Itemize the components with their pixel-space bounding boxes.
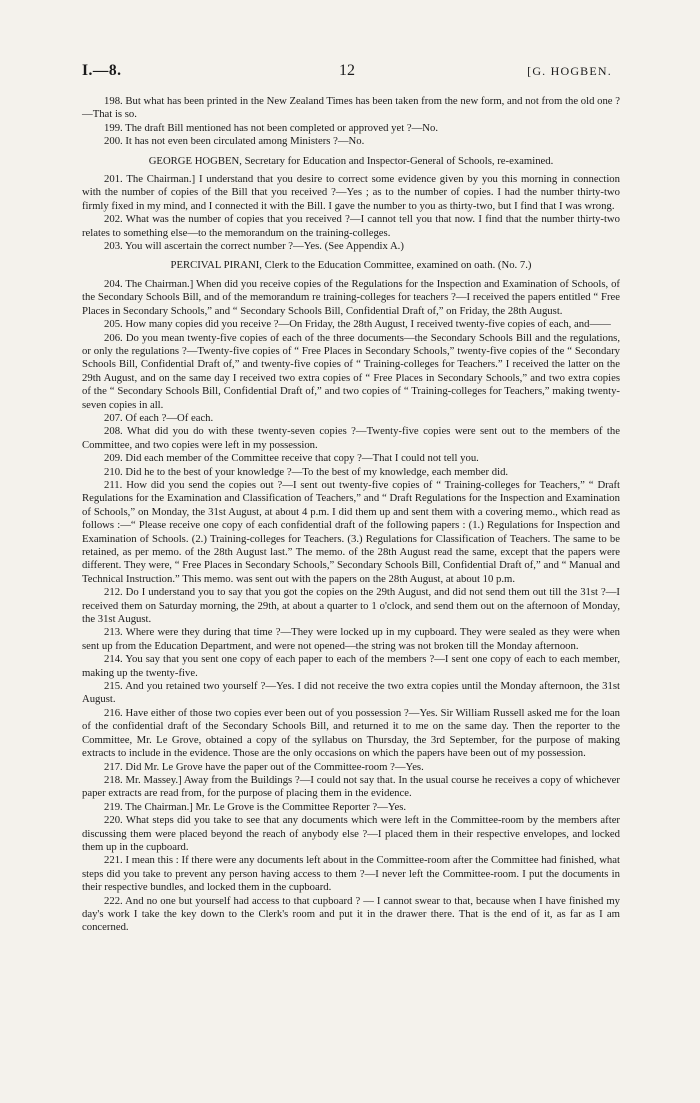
question-paragraph: 216. Have either of those two copies ever been out of you possession ?—Yes. Sir William Russell asked me for the loan of the confidential draft of the Secondary Schools Bill, and returned it to me on the same day. Then the reporter to the Committee, Mr. Le Grove, obtained a copy of the syllabus on Thursday, the 3rd September, for the purpose of making extracts to include in the evidence. Those are the only occasions on which the papers have been out of my possession. [82, 706, 620, 760]
question-paragraph: 202. What was the number of copies that you received ?—I cannot tell you that now. I find that the number thirty-two relates to something else—to the memorandum on the training-colleges. [82, 213, 620, 239]
page-number: 12 [339, 62, 355, 79]
question-paragraph: 204. The Chairman.] When did you receive copies of the Regulations for the Inspection and Examination of Schools, of the Secondary Schools Bill, and of the memorandum re training-colleges for teachers ?—I received the papers entitled “ Free Places in Secondary Schools,” and “ Secondary Schools Bill, Confidential Draft of,” on Friday, the 28th August. [82, 277, 620, 317]
question-paragraph: 198. But what has been printed in the New Zealand Times has been taken from the new form, and not from the old one ?—That is so. [82, 95, 620, 121]
question-paragraph: 203. You will ascertain the correct number ?—Yes. (See Appendix A.) [104, 240, 404, 253]
document-code: I.—8. [82, 62, 122, 79]
question-paragraph: 213. Where were they during that time ?—They were locked up in my cupboard. They were sealed as they were when sent up from the Education Department, and were not opened—the string was not broken till the Monday afternoon. [82, 626, 620, 652]
body-text [82, 95, 620, 935]
question-paragraph: 218. Mr. Massey.] Away from the Buildings ?—I could not say that. In the usual course he receives a copy of whichever paper extracts are read from, for the purpose of placing them in the evidence. [82, 773, 620, 800]
question-paragraph: 211. How did you send the copies out ?—I sent out twenty-five copies of “ Training-colleges for Teachers,” “ Draft Regulations for the Examination and Classification of Teachers,” and “ Draft Regulations for the Inspection and Examination of Schools,” on Monday, the 31st August, at about 4 p.m. I did them up and sent them with a covering memo., which read as follows :—“ Please receive one copy of each confidential draft of the following papers : (1.) Regulations for Inspection and Examination of Schools. (2.) Training-colleges for Teachers. (3.) Regulations for Classification of Teachers. The same to be retained, as per memo. of the 28th August last.” The memo. of the 28th August read the same, except that the papers were different. They were, “ Free Places in Secondary Schools,” Secondary Schools Bill, Confidential Draft of,” and “ Manual and Technical Instruction.” This memo. was sent out with the papers on the 28th August, at about 10 p.m. [82, 478, 620, 585]
question-paragraph: 222. And no one but yourself had access to that cupboard ? — I cannot swear to that, because when I have finished my day's work I take the key down to the Clerk's room and put it in the drawer there. That is the end of it, as far as I am concerned. [82, 894, 620, 934]
question-paragraph: 200. It has not even been circulated among Ministers ?—No. [104, 135, 365, 148]
question-paragraph: 209. Did each member of the Committee receive that copy ?—That I could not tell you. [104, 452, 479, 465]
question-paragraph: 215. And you retained two yourself ?—Yes. I did not receive the two extra copies until the Monday afternoon, the 31st August. [82, 680, 620, 706]
question-paragraph: 208. What did you do with these twenty-seven copies ?—Twenty-five copies were sent out to the members of the Committee, and two copies were left in my possession. [82, 425, 620, 451]
question-paragraph: 220. What steps did you take to see that any documents which were left in the Committee-room by the members after discussing them were placed beyond the reach of anybody else ?—I placed them in their respective envelopes, and locked them up in the cupboard. [82, 814, 620, 853]
question-paragraph: 212. Do I understand you to say that you got the copies on the 29th August, and did not send them out till the 31st ?—I received them on Saturday morning, the 29th, at about a quarter to 1 o'clock, and send them out on the afternoon of Monday, the 31st August. [82, 586, 620, 626]
question-paragraph: 210. Did he to the best of your knowledge ?—To the best of my knowledge, each member did. [104, 465, 509, 478]
question-paragraph: 206. Do you mean twenty-five copies of each of the three documents—the Secondary Schools Bill and the regulations, or only the regulations ?—Twenty-five copies of “ Free Places in Secondary Schools,” twenty-five copies of the “ Secondary Schools Bill, Confidential Draft of,” and twenty-five copies of “ Training-colleges for Teachers.” I received the latter on the 29th August, and on the same day I received two extra copies of “ Free Places in Secondary Schools,” and two extra copies of the “ Secondary Schools Bill, Confidential Draft of,” and two copies of “ Training-colleges for Teachers,” making twenty-seven copies in all. [82, 331, 620, 411]
question-paragraph: 217. Did Mr. Le Grove have the paper out of the Committee-room ?—Yes. [104, 760, 424, 773]
question-paragraph: 205. How many copies did you receive ?—On Friday, the 28th August, I received twenty-five copies of each, and—— [104, 318, 611, 331]
question-paragraph: 221. I mean this : If there were any documents left about in the Committee-room after the Committee had finished, what steps did you take to prevent any person having access to them ?—I never left the Committee-room. I put the documents in their respective bundles, and locked them in the cupboard. [82, 854, 620, 894]
question-paragraph: 214. You say that you sent one copy of each paper to each of the members ?—I sent one copy of each to each member, making up the twenty-five. [82, 653, 620, 679]
witness-heading: GEORGE HOGBEN, Secretary for Education and Inspector-General of Schools, re-examined. [148, 154, 554, 167]
question-paragraph: 207. Of each ?—Of each. [104, 411, 214, 424]
question-paragraph: 199. The draft Bill mentioned has not been completed or approved yet ?—No. [104, 121, 438, 134]
page-header [82, 62, 612, 84]
question-paragraph: 201. The Chairman.] I understand that you desire to correct some evidence given by you this morning in connection with the number of copies of the Bill that you received ?—Yes ; as to the number of copies. I had the number thirty-two firmly fixed in my mind, and I connected it with the Bill. I gave the number to you as thirty-two, but I find that I was wrong. [82, 173, 620, 212]
witness-heading: PERCIVAL PIRANI, Clerk to the Education Committee, examined on oath. (No. 7.) [170, 259, 532, 272]
question-paragraph: 219. The Chairman.] Mr. Le Grove is the Committee Reporter ?—Yes. [104, 800, 407, 813]
witness-name: [G. HOGBEN. [527, 64, 612, 78]
